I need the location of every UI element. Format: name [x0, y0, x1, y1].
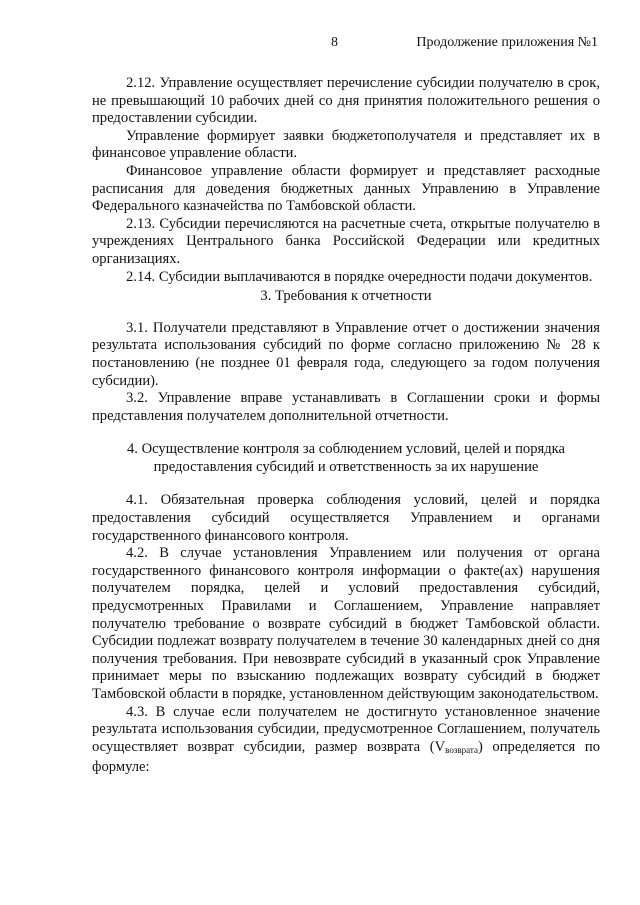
- paragraph-4-3-end: ) определяется по формуле:: [92, 738, 600, 776]
- paragraph-3-2: 3.2. Управление вправе устанавливать в Соглашении сроки и формы представления получателем дополнительной отчетности.: [92, 390, 600, 424]
- paragraph-2-12-schedules: Финансовое управление области формирует и представляет расходные расписания для доведения бюджетных данных Управлению в Управление Федерального казначейства по Тамбовской области.: [92, 162, 600, 215]
- section-3-heading: 3. Требования к отчетности: [260, 288, 432, 305]
- paragraph-2-14: 2.14. Субсидии выплачиваются в порядке очередности подачи документов.: [126, 268, 593, 285]
- paragraph-4-3-text: 4.3. В случае если получателем не достигнуто установленное значение результата использования субсидии, предусмотренное Соглашением, получатель осуществляет возврат субсидии, размер возврата (V: [92, 703, 600, 755]
- page-header: [0, 34, 640, 54]
- paragraph-2-12-requests: Управление формирует заявки бюджетополучателя и представляет их в финансовое управление области.: [92, 127, 600, 162]
- paragraph-3-1: 3.1. Получатели представляют в Управление отчет о достижении значения результата использования субсидий по форме согласно приложению № 28 к постановлению (не позднее 01 февраля года, следующего за годом получения субсидии).: [92, 319, 600, 389]
- paragraph-2-12: 2.12. Управление осуществляет перечисление субсидии получателю в срок, не превышающий 10 рабочих дней со дня принятия положительного решения о предоставлении субсидии.: [92, 75, 600, 127]
- paragraph-2-13: 2.13. Субсидии перечисляются на расчетные счета, открытые получателю в учреждениях Центрального банка Российской Федерации или кредитных организациях.: [92, 215, 600, 267]
- paragraph-4-2: 4.2. В случае установления Управлением или получения от органа государственного финансового контроля информации о факте(ах) нарушения получателем порядка, целей и условий предоставления субсидий, предусмотренных Правилами и Соглашением, Управление направляет получателю требование о возврате субсидий в бюджет Тамбовской области. Субсидии подлежат возврату получателем в течение 30 календарных дней со дня получения требования. При невозврате субсидий в указанный срок Управление принимает меры по взысканию подлежащих возврату субсидий в бюджет Тамбовской области в порядке, установленном действующим законодательством.: [92, 545, 600, 702]
- page-number: 8: [331, 35, 338, 50]
- paragraph-4-3: [92, 704, 600, 777]
- v-return-subscript: возврата: [445, 744, 478, 755]
- paragraph-4-1: 4.1. Обязательная проверка соблюдения условий, целей и порядка предоставления субсидий осуществляется Управлением и органами государственного финансового контроля.: [92, 492, 600, 544]
- document-body: [92, 75, 600, 777]
- appendix-continuation-note: Продолжение приложения №1: [416, 35, 598, 50]
- section-4-heading: 4. Осуществление контроля за соблюдением условий, целей и порядка предоставления субсидий и ответственность за их нарушение: [127, 441, 565, 475]
